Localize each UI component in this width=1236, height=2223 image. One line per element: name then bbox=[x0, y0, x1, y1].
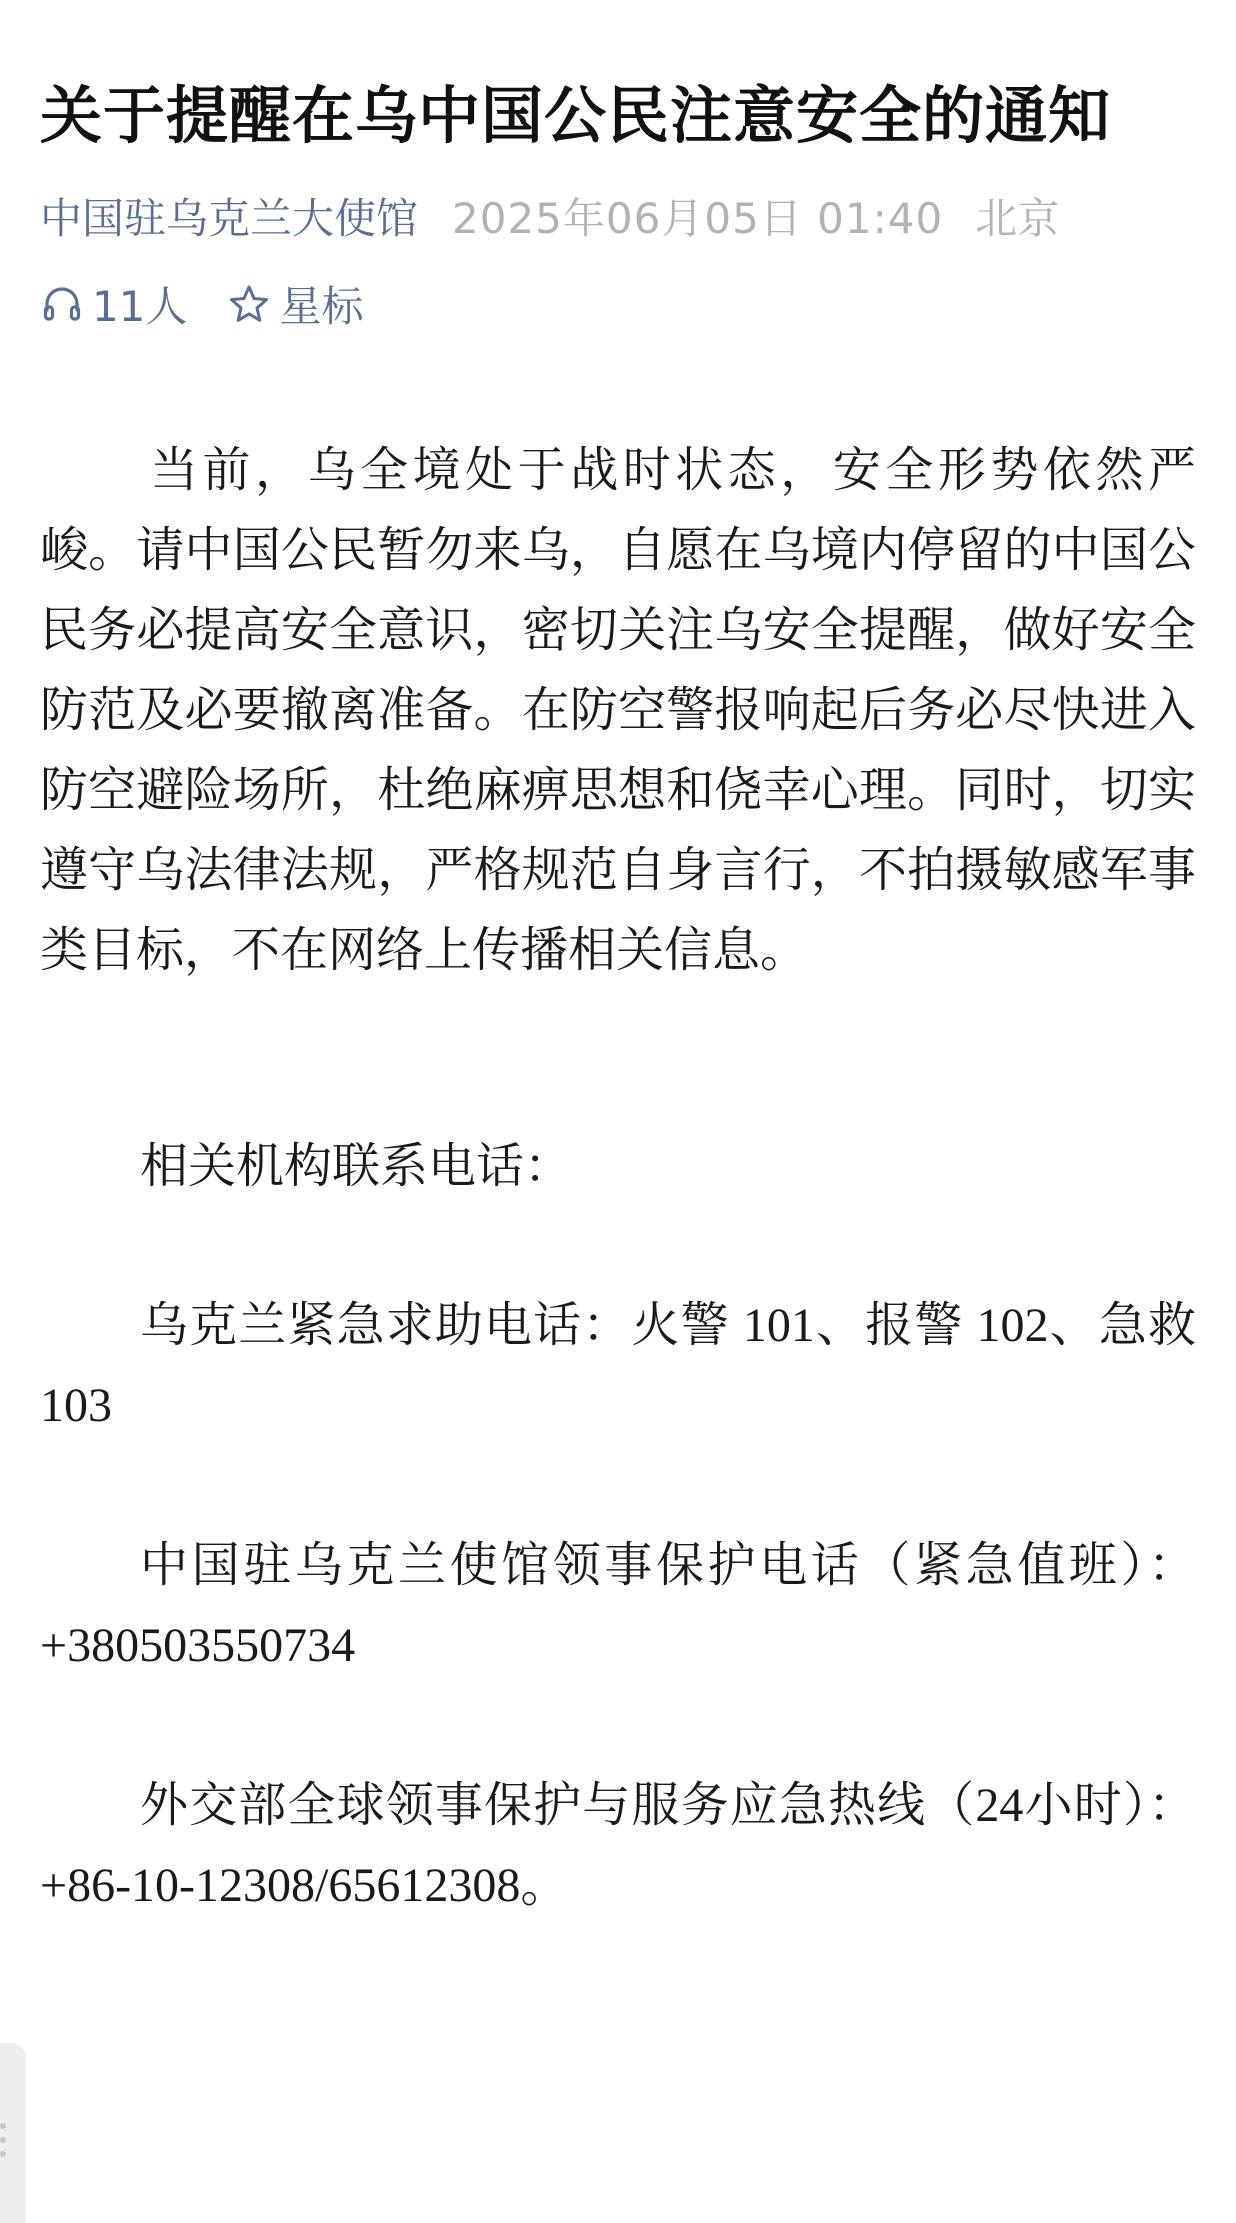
publish-time: 2025年06月05日 01:40 bbox=[452, 194, 944, 243]
article-container bbox=[40, 0, 1196, 1926]
contacts-heading: 相关机构联系电话： bbox=[140, 1138, 573, 1194]
article-title: 关于提醒在乌中国公民注意安全的通知 bbox=[40, 79, 1112, 152]
article-meta bbox=[40, 186, 1196, 246]
headphones-icon bbox=[40, 282, 84, 326]
star-outline-icon bbox=[227, 282, 271, 326]
side-drawer-handle[interactable] bbox=[0, 2043, 26, 2223]
listen-count: 11人 bbox=[92, 282, 188, 331]
grip-dots-icon bbox=[0, 2123, 6, 2165]
account-name-link[interactable]: 中国驻乌克兰大使馆 bbox=[40, 194, 419, 243]
article-actions bbox=[40, 274, 1196, 334]
star-label: 星标 bbox=[279, 282, 364, 331]
publish-location: 北京 bbox=[975, 194, 1060, 243]
embassy-hotline: 中国驻乌克兰使馆领事保护电话（紧急值班）：+380503550734 bbox=[40, 1539, 1196, 1672]
star-button[interactable] bbox=[227, 274, 363, 334]
mfa-hotline: 外交部全球领事保护与服务应急热线（24小时）：+86-10-12308/65612308。 bbox=[40, 1779, 1196, 1912]
listen-button[interactable] bbox=[40, 274, 187, 334]
article-body bbox=[40, 430, 1196, 1926]
emergency-numbers: 乌克兰紧急求助电话：火警 101、报警 102、急救 103 bbox=[40, 1299, 1196, 1432]
body-paragraph: 当前，乌全境处于战时状态，安全形势依然严峻。请中国公民暂勿来乌，自愿在乌境内停留的中国公民务必提高安全意识，密切关注乌安全提醒，做好安全防范及必要撤离准备。在防空警报响起后务必尽快进入防空避险场所，杜绝麻痹思想和侥幸心理。同时，切实遵守乌法律法规，严格规范自身言行，不拍摄敏感军事类目标，不在网络上传播相关信息。 bbox=[40, 442, 1196, 978]
